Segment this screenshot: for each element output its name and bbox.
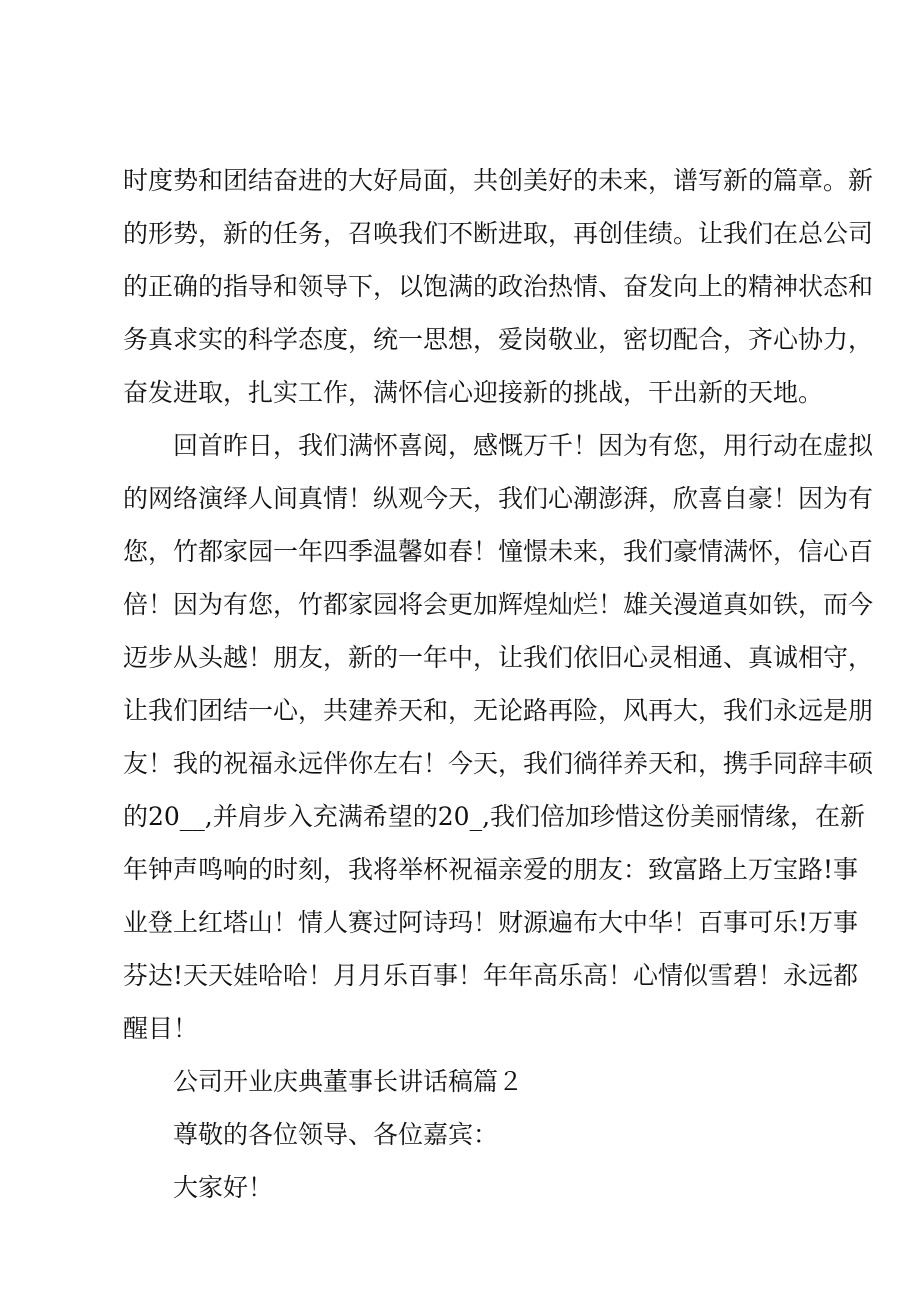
greeting: 大家好！ xyxy=(173,1173,274,1202)
body-text-line: 醒目！ xyxy=(123,1014,199,1043)
body-text-line: 芬达!天天娃哈哈！月月乐百事！年年高乐高！心情似雪碧！永远都 xyxy=(123,961,859,990)
body-text-line: 奋发进取，扎实工作，满怀信心迎接新的挑战，干出新的天地。 xyxy=(123,378,824,407)
body-text-line: 务真求实的科学态度，统一思想，爱岗敬业，密切配合，齐心协力， xyxy=(123,325,874,354)
body-text-line: 倍！因为有您，竹都家园将会更加辉煌灿烂！雄关漫道真如铁，而今 xyxy=(123,590,874,619)
body-text-line: 的网络演绎人间真情！纵观今天，我们心潮澎湃，欣喜自豪！因为有 xyxy=(123,484,874,513)
body-text-line: 让我们团结一心，共建养天和，无论路再险，风再大，我们永远是朋 xyxy=(123,696,874,725)
body-text-line: 的20__,并肩步入充满希望的20_,我们倍加珍惜这份美丽情缘，在新 xyxy=(123,802,866,831)
body-text-line: 您，竹都家园一年四季温馨如春！憧憬未来，我们豪情满怀，信心百 xyxy=(123,537,874,566)
body-text-line: 的形势，新的任务，召唤我们不断进取，再创佳绩。让我们在总公司 xyxy=(123,219,874,248)
section-title: 公司开业庆典董事长讲话稿篇２ xyxy=(173,1067,524,1096)
salutation: 尊敬的各位领导、各位嘉宾： xyxy=(173,1120,499,1149)
body-text-line: 友！我的祝福永远伴你左右！今天，我们徜徉养天和，携手同辞丰硕 xyxy=(123,749,874,778)
body-text-line: 业登上红塔山！情人赛过阿诗玛！财源遍布大中华！百事可乐!万事 xyxy=(123,908,859,937)
body-text-line: 的正确的指导和领导下，以饱满的政治热情、奋发向上的精神状态和 xyxy=(123,272,874,301)
body-text-line: 回首昨日，我们满怀喜阅，感慨万千！因为有您，用行动在虚拟 xyxy=(173,431,874,460)
body-text-line: 时度势和团结奋进的大好局面，共创美好的未来，谱写新的篇章。新 xyxy=(123,166,874,195)
body-text-line: 迈步从头越！朋友，新的一年中，让我们依旧心灵相通、真诚相守， xyxy=(123,643,874,672)
body-text-line: 年钟声鸣响的时刻，我将举杯祝福亲爱的朋友：致富路上万宝路!事 xyxy=(123,855,859,884)
